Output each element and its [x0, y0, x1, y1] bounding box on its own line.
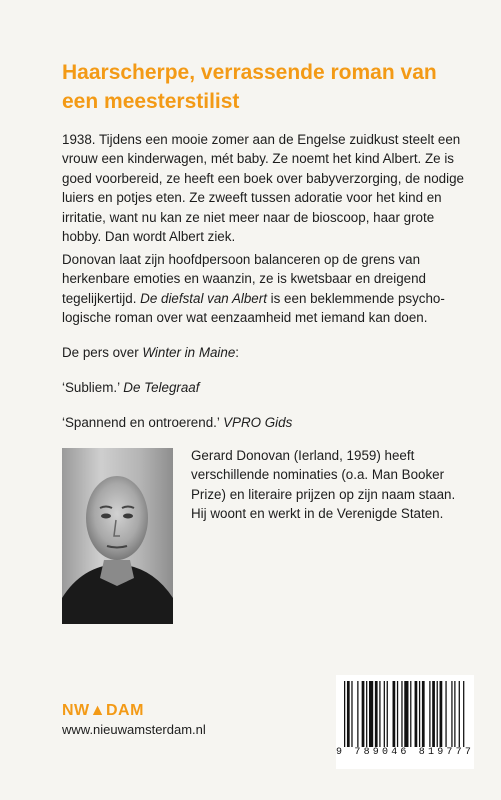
- barcode-bar: [351, 681, 352, 747]
- publisher-logo: NW▲DAM: [62, 702, 144, 719]
- isbn-barcode: [336, 675, 474, 769]
- headline: Haarscherpe, verrassende roman van een meesterstilist: [62, 61, 437, 113]
- press-quote: [62, 413, 474, 432]
- barcode-bar: [344, 681, 345, 747]
- barcode-bar: [459, 681, 460, 747]
- barcode-bar: [463, 681, 464, 747]
- barcode-bar: [401, 681, 402, 747]
- barcode-bar: [387, 681, 388, 747]
- synopsis-paragraph: 1938. Tijdens een mooie zomer aan de Engelse zuidkust steelt een vrouw een kinderwagen, mét baby. Ze noemt het kind Albert. Ze is goed voorbereid, ze heeft een boek over babyverzorging, de nodige luiers en potjes eten. Ze zweeft tussen adoratie voor het kind en irritatie, want nu kan ze niet meer naar de bioscoop, haar grote hobby. Dan wordt Albert ziek.: [62, 132, 465, 245]
- barcode-bars: [344, 681, 466, 747]
- barcode-bar: [347, 681, 350, 747]
- book-title-italic: De diefstal van Albert: [140, 290, 267, 306]
- barcode-bar: [357, 681, 358, 747]
- press-quote-source: De Telegraaf: [123, 380, 200, 395]
- barcode-bar: [445, 681, 446, 747]
- press-intro-suffix: :: [235, 345, 240, 360]
- barcode-bar: [397, 681, 398, 747]
- author-portrait-graphic: [62, 448, 173, 624]
- press-intro: [62, 343, 474, 362]
- press-quote-text: ‘Subliem.’: [62, 380, 120, 395]
- barcode-bar: [451, 681, 452, 747]
- barcode-bar: [384, 681, 385, 747]
- barcode-bar: [379, 681, 380, 747]
- barcode-bar: [437, 681, 438, 747]
- description-text-before: Donovan laat zijn hoofdpersoon balanceren op de grens van herkenbare emoties en waanzin, ze is kwetsbaar en dreigend tegelijkertijd.: [62, 252, 426, 306]
- description-paragraph: [62, 250, 474, 328]
- author-photo: [62, 448, 173, 624]
- barcode-bar: [415, 681, 418, 747]
- press-quote-text: ‘Spannend en ontroerend.’: [62, 415, 220, 430]
- barcode-bar: [410, 681, 411, 747]
- barcode-bar: [366, 681, 367, 747]
- barcode-bar: [419, 681, 420, 747]
- barcode-bar: [429, 681, 430, 747]
- author-bio: Gerard Donovan (Ierland, 1959) heeft verschillende nominaties (o.a. Man Booker Prize) en literaire prijzen op zijn naam staan. Hij woont en werkt in de Verenigde Staten.: [191, 448, 456, 522]
- barcode-bar: [432, 681, 435, 747]
- barcode-bar: [454, 681, 455, 747]
- description-text-after: is een beklemmende psychologische roman over wat eenzaamheid met iemand kan doen.: [62, 290, 445, 326]
- barcode-bar: [440, 681, 443, 747]
- publisher-url: www.nieuwamsterdam.nl: [62, 722, 206, 737]
- press-quote-source: VPRO Gids: [223, 415, 293, 430]
- barcode-bar: [422, 681, 425, 747]
- barcode-bar: [375, 681, 378, 747]
- barcode-bar: [404, 681, 408, 747]
- press-intro-title: Winter in Maine: [142, 345, 236, 360]
- barcode-bar: [369, 681, 373, 747]
- isbn-digits: 9 789046 819777: [336, 747, 475, 758]
- press-intro-text: De pers over: [62, 345, 143, 360]
- press-quote: [62, 378, 474, 397]
- barcode-bar: [362, 681, 365, 747]
- barcode-bar: [393, 681, 396, 747]
